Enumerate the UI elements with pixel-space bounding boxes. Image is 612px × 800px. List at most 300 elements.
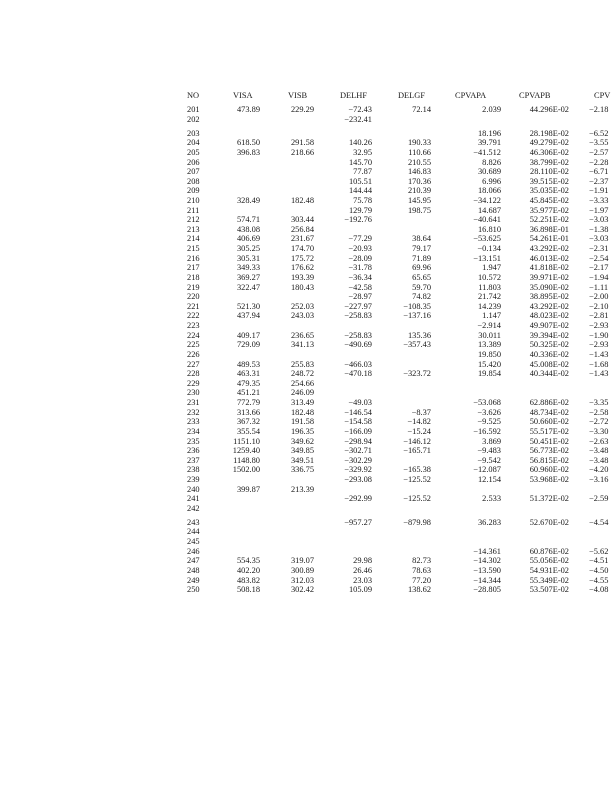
cell-visb: 182.48: [290, 407, 314, 417]
cell-visa: 473.89: [236, 105, 260, 114]
cell-visa: 618.50: [236, 138, 260, 148]
cell-no: 239: [187, 474, 200, 484]
table-row: [0, 340, 612, 350]
cell-delhf: −227.97: [344, 301, 372, 311]
cell-delhf: −466.03: [344, 359, 372, 369]
cell-visb: 291.58: [290, 138, 314, 148]
cell-delhf: −72.43: [348, 105, 372, 114]
cell-no: 217: [187, 263, 200, 273]
cell-delgf: 78.63: [412, 565, 431, 575]
cell-visb: 213.39: [290, 484, 314, 494]
cell-cpvapa: −34.122: [473, 196, 501, 205]
cell-delhf: −42.58: [348, 282, 372, 292]
cell-no: 229: [187, 378, 200, 388]
cell-delhf: 129.79: [348, 205, 372, 215]
cell-delgf: −14.82: [407, 417, 431, 427]
table-row: [0, 350, 612, 360]
cell-cpv: −2.58: [589, 407, 609, 417]
cell-cpv: −1.90: [589, 330, 609, 340]
header-delgf: DELGF: [398, 91, 425, 100]
cell-delhf: −146.54: [344, 407, 372, 417]
cell-delgf: 65.65: [412, 272, 431, 282]
cell-no: 250: [187, 585, 200, 595]
cell-cpvapb: 53.968E-02: [529, 474, 569, 484]
cell-visb: 254.66: [290, 378, 314, 388]
cell-cpv: −3.03: [589, 215, 609, 225]
cell-delhf: −28.97: [348, 292, 372, 302]
table-row: [0, 417, 612, 427]
table-row: [0, 105, 612, 115]
cell-visb: 175.72: [290, 253, 314, 263]
cell-delgf: −15.24: [407, 426, 431, 436]
cell-visa: 1148.80: [233, 455, 260, 465]
cell-delhf: −28.09: [348, 253, 372, 263]
cell-no: 233: [187, 417, 200, 427]
cell-no: 213: [187, 224, 200, 234]
cell-no: 230: [187, 388, 200, 398]
cell-no: 202: [187, 114, 200, 124]
cell-cpvapb: 40.336E-02: [529, 349, 569, 359]
cell-cpvapa: 10.572: [477, 272, 501, 282]
cell-cpv: −3.30: [589, 426, 609, 436]
cell-cpv: −1.94: [589, 272, 609, 282]
cell-cpvapa: 6.996: [482, 176, 501, 186]
cell-cpvapa: 30.011: [478, 330, 501, 340]
cell-cpvapb: 60.960E-02: [529, 465, 569, 475]
cell-cpvapa: −3.626: [477, 407, 501, 417]
cell-delgf: 135.36: [407, 330, 431, 340]
cell-cpv: −1.91: [589, 186, 609, 196]
cell-no: 228: [187, 369, 200, 379]
table-row: [0, 167, 612, 177]
cell-cpvapb: 43.292E-02: [529, 301, 569, 311]
cell-cpvapa: −13.151: [473, 253, 501, 263]
cell-no: 219: [187, 282, 200, 292]
table-row: [0, 485, 612, 495]
cell-visa: 313.66: [236, 407, 260, 417]
cell-visb: 300.89: [290, 565, 314, 575]
cell-cpvapa: 3.869: [482, 436, 501, 446]
table-row: [0, 177, 612, 187]
cell-delhf: 105.51: [348, 176, 372, 186]
cell-no: 204: [187, 138, 200, 148]
table-row: [0, 556, 612, 566]
cell-cpvapb: 38.799E-02: [529, 157, 569, 167]
cell-visb: 176.62: [290, 263, 314, 273]
cell-no: 245: [187, 537, 200, 546]
cell-visa: 355.54: [236, 426, 260, 436]
cell-no: 218: [187, 272, 200, 282]
cell-cpvapb: 39.515E-02: [529, 176, 569, 186]
cell-cpvapa: −9.483: [477, 446, 501, 456]
cell-delhf: 140.26: [348, 138, 372, 148]
cell-cpv: −3.48: [589, 455, 609, 465]
cell-no: 234: [187, 426, 200, 436]
cell-visb: 303.44: [290, 215, 314, 225]
cell-no: 222: [187, 311, 200, 321]
cell-no: 214: [187, 234, 200, 244]
cell-visa: 406.69: [236, 234, 260, 244]
cell-delhf: −258.83: [344, 311, 372, 321]
cell-no: 231: [187, 398, 200, 407]
cell-cpvapa: −16.592: [473, 426, 501, 436]
cell-cpvapb: 49.279E-02: [529, 138, 569, 148]
cell-visb: 246.09: [290, 388, 314, 398]
cell-delhf: 26.46: [353, 565, 372, 575]
cell-cpv: −2.00: [589, 292, 609, 302]
cell-cpvapb: 60.876E-02: [529, 546, 569, 556]
cell-cpvapb: 53.507E-02: [529, 585, 569, 595]
table-header-row: [0, 91, 612, 101]
cell-cpvapa: 36.283: [477, 517, 501, 527]
cell-visa: 437.94: [236, 311, 260, 321]
cell-cpvapa: −0.134: [477, 244, 501, 254]
cell-no: 236: [187, 446, 200, 456]
cell-visa: 508.18: [236, 585, 260, 595]
cell-cpvapb: 39.394E-02: [529, 330, 569, 340]
cell-cpvapa: 18.066: [477, 186, 501, 196]
cell-delhf: 77.87: [353, 167, 372, 177]
cell-cpvapb: 56.773E-02: [529, 446, 569, 456]
cell-cpvapa: −40.641: [473, 215, 501, 225]
cell-delhf: −154.58: [344, 417, 372, 427]
cell-no: 240: [187, 484, 200, 494]
table-row: [0, 408, 612, 418]
cell-cpvapb: 52.251E-02: [529, 215, 569, 225]
cell-delhf: −36.34: [348, 272, 372, 282]
cell-visb: 255.83: [290, 359, 314, 369]
table-row: [0, 115, 612, 125]
cell-cpv: −3.03: [589, 234, 609, 244]
table-row: [0, 215, 612, 225]
table-row: [0, 537, 612, 547]
cell-cpv: −6.71: [589, 167, 609, 177]
cell-no: 237: [187, 455, 200, 465]
cell-no: 238: [187, 465, 200, 475]
cell-visb: 193.39: [290, 272, 314, 282]
cell-cpv: −3.33: [589, 196, 609, 205]
cell-cpv: −2.18: [589, 105, 609, 114]
cell-delhf: −292.99: [344, 494, 372, 504]
cell-delhf: 32.95: [353, 147, 372, 157]
cell-visa: 574.71: [236, 215, 260, 225]
cell-visa: 322.47: [236, 282, 260, 292]
table-row: [0, 225, 612, 235]
cell-cpv: −4.08: [589, 585, 609, 595]
cell-visb: 349.85: [290, 446, 314, 456]
cell-cpv: −2.59: [589, 494, 609, 504]
table-row: [0, 585, 612, 595]
cell-cpvapa: 21.742: [477, 292, 501, 302]
cell-delhf: 29.98: [353, 556, 372, 566]
cell-cpv: −1.68: [589, 359, 609, 369]
table-row: [0, 129, 612, 139]
cell-cpvapb: 36.898E-01: [529, 224, 569, 234]
cell-visb: 248.72: [290, 369, 314, 379]
cell-cpv: −2.28: [589, 157, 609, 167]
cell-delhf: −77.29: [348, 234, 372, 244]
cell-delgf: −125.52: [403, 494, 431, 504]
cell-cpvapb: 43.292E-02: [529, 244, 569, 254]
cell-delhf: −232.41: [344, 114, 372, 124]
cell-cpv: −3.16: [589, 474, 609, 484]
table-row: [0, 475, 612, 485]
cell-delgf: −137.16: [403, 311, 431, 321]
cell-cpvapa: 15.420: [477, 359, 501, 369]
cell-no: 206: [187, 157, 200, 167]
cell-cpvapb: 48.734E-02: [529, 407, 569, 417]
cell-delgf: 145.95: [407, 196, 431, 205]
cell-visa: 399.87: [236, 484, 260, 494]
cell-delgf: 79.17: [412, 244, 431, 254]
cell-visb: 236.65: [290, 330, 314, 340]
cell-cpvapa: 16.810: [477, 224, 501, 234]
cell-cpvapb: 45.008E-02: [529, 359, 569, 369]
cell-cpvapa: −2.914: [477, 321, 501, 330]
cell-cpvapb: 48.023E-02: [529, 311, 569, 321]
cell-delgf: 38.64: [412, 234, 431, 244]
cell-no: 244: [187, 527, 200, 537]
cell-delgf: −165.71: [403, 446, 431, 456]
cell-cpvapb: 39.971E-02: [529, 272, 569, 282]
table-row: [0, 398, 612, 408]
cell-delgf: −8.37: [411, 407, 431, 417]
cell-cpvapb: 49.907E-02: [529, 321, 569, 330]
cell-no: 205: [187, 147, 200, 157]
cell-cpv: −4.51: [589, 556, 609, 566]
cell-cpv: −1.38: [589, 224, 609, 234]
table-row: [0, 379, 612, 389]
table-row: [0, 331, 612, 341]
cell-delgf: 190.33: [407, 138, 431, 148]
cell-cpvapb: 45.845E-02: [529, 196, 569, 205]
cell-cpv: −3.48: [589, 446, 609, 456]
cell-no: 247: [187, 556, 200, 566]
cell-visa: 521.30: [236, 301, 260, 311]
cell-cpvapb: 54.261E-01: [529, 234, 569, 244]
cell-visb: 231.67: [290, 234, 314, 244]
cell-visa: 1259.40: [232, 446, 260, 456]
cell-visa: 438.08: [236, 224, 260, 234]
table-row: [0, 527, 612, 537]
cell-delhf: −20.93: [348, 244, 372, 254]
cell-cpv: −4.50: [589, 565, 609, 575]
cell-delgf: −125.52: [403, 474, 431, 484]
cell-visb: 174.70: [290, 244, 314, 254]
cell-cpvapb: 56.815E-02: [529, 455, 569, 465]
cell-delhf: −258.83: [344, 330, 372, 340]
cell-cpv: −4.54: [589, 517, 609, 527]
cell-delhf: −957.27: [344, 517, 372, 527]
cell-cpv: −2.63: [589, 436, 609, 446]
cell-visa: 305.31: [236, 253, 260, 263]
cell-no: 241: [187, 494, 200, 504]
cell-delhf: 105.09: [348, 585, 372, 595]
cell-cpvapb: 35.090E-02: [529, 282, 569, 292]
cell-visa: 349.33: [236, 263, 260, 273]
cell-no: 248: [187, 565, 200, 575]
cell-delgf: −146.12: [403, 436, 431, 446]
cell-visb: 180.43: [290, 282, 314, 292]
cell-cpvapa: 14.239: [477, 301, 501, 311]
cell-cpvapa: 19.850: [477, 349, 501, 359]
cell-cpvapb: 46.013E-02: [529, 253, 569, 263]
cell-cpvapb: 28.198E-02: [529, 128, 569, 138]
cell-cpv: −1.97: [589, 205, 609, 215]
cell-delgf: 59.70: [412, 282, 431, 292]
table-row: [0, 456, 612, 466]
header-visa: VISA: [233, 91, 253, 100]
table-row: [0, 360, 612, 370]
table-row: [0, 504, 612, 514]
cell-visb: 313.49: [290, 398, 314, 407]
header-no: NO: [187, 91, 200, 100]
cell-visa: 328.49: [236, 196, 260, 205]
header-visb: VISB: [288, 91, 308, 100]
cell-no: 215: [187, 244, 200, 254]
cell-delgf: −879.98: [403, 517, 431, 527]
cell-delgf: −323.72: [403, 369, 431, 379]
cell-visb: 341.13: [290, 340, 314, 350]
cell-no: 209: [187, 186, 200, 196]
cell-cpvapb: 40.344E-02: [529, 369, 569, 379]
table-row: [0, 263, 612, 273]
cell-visa: 479.35: [236, 378, 260, 388]
cell-delhf: −31.78: [348, 263, 372, 273]
cell-cpvapb: 50.451E-02: [529, 436, 569, 446]
cell-cpvapa: 1.147: [482, 311, 501, 321]
cell-delhf: 144.44: [348, 186, 372, 196]
cell-visa: 305.25: [236, 244, 260, 254]
table-row: [0, 494, 612, 504]
table-row: [0, 437, 612, 447]
cell-cpvapa: 11.803: [478, 282, 501, 292]
table-row: [0, 158, 612, 168]
cell-visa: 402.20: [236, 565, 260, 575]
cell-cpv: −2.57: [589, 147, 609, 157]
cell-cpvapb: 44.296E-02: [529, 105, 569, 114]
table-row: [0, 388, 612, 398]
cell-visa: 463.31: [236, 369, 260, 379]
cell-cpvapb: 35.035E-02: [529, 186, 569, 196]
cell-delhf: −293.08: [344, 474, 372, 484]
cell-no: 246: [187, 546, 200, 556]
cell-delgf: 146.83: [407, 167, 431, 177]
cell-cpv: −3.55: [589, 138, 609, 148]
cell-visb: 336.75: [290, 465, 314, 475]
table-row: [0, 576, 612, 586]
cell-visb: 312.03: [290, 575, 314, 585]
cell-delgf: 71.89: [412, 253, 431, 263]
cell-delhf: −192.76: [344, 215, 372, 225]
cell-delgf: 138.62: [407, 585, 431, 595]
table-row: [0, 446, 612, 456]
cell-cpvapa: 2.039: [482, 105, 501, 114]
cell-cpvapb: 50.325E-02: [529, 340, 569, 350]
cell-delgf: 69.96: [412, 263, 431, 273]
cell-visa: 483.82: [236, 575, 260, 585]
cell-delgf: 210.39: [407, 186, 431, 196]
cell-visa: 396.83: [236, 147, 260, 157]
cell-no: 211: [187, 205, 200, 215]
cell-no: 225: [187, 340, 200, 350]
cell-no: 208: [187, 176, 200, 186]
cell-cpvapb: 35.977E-02: [529, 205, 569, 215]
cell-cpv: −5.62: [589, 546, 609, 556]
header-delhf: DELHF: [340, 91, 367, 100]
cell-cpvapb: 54.931E-02: [529, 565, 569, 575]
cell-visa: 369.27: [236, 272, 260, 282]
cell-visb: 319.07: [290, 556, 314, 566]
table-row: [0, 292, 612, 302]
cell-cpvapb: 55.517E-02: [529, 426, 569, 436]
table-row: [0, 427, 612, 437]
cell-delhf: −298.94: [344, 436, 372, 446]
cell-cpv: −4.55: [589, 575, 609, 585]
cell-visa: 367.32: [236, 417, 260, 427]
cell-cpvapa: −13.590: [473, 565, 501, 575]
cell-cpvapb: 28.110E-02: [530, 167, 569, 177]
header-cpv: CPV: [594, 91, 611, 100]
cell-no: 249: [187, 575, 200, 585]
cell-cpvapa: −53.625: [473, 234, 501, 244]
cell-cpvapa: 1.947: [482, 263, 501, 273]
cell-visa: 729.09: [236, 340, 260, 350]
cell-visb: 252.03: [290, 301, 314, 311]
cell-no: 220: [187, 292, 200, 302]
cell-no: 203: [187, 128, 200, 138]
cell-no: 232: [187, 407, 200, 417]
cell-cpv: −2.81: [589, 311, 609, 321]
cell-visa: 1502.00: [232, 465, 260, 475]
cell-delgf: 110.66: [408, 147, 431, 157]
cell-cpvapa: 12.154: [477, 474, 501, 484]
cell-cpv: −3.35: [589, 398, 609, 407]
table-row: [0, 566, 612, 576]
cell-cpv: −6.52: [589, 128, 609, 138]
cell-no: 221: [187, 301, 200, 311]
cell-visa: 489.53: [236, 359, 260, 369]
table-row: [0, 148, 612, 158]
table-row: [0, 321, 612, 331]
cell-cpvapa: 19.854: [477, 369, 501, 379]
cell-cpv: −2.37: [589, 176, 609, 186]
cell-cpvapa: 39.791: [477, 138, 501, 148]
cell-cpvapa: −14.302: [473, 556, 501, 566]
cell-cpvapa: −28.805: [473, 585, 501, 595]
cell-cpvapa: 8.826: [482, 157, 501, 167]
table-row: [0, 244, 612, 254]
cell-visb: 229.29: [290, 105, 314, 114]
table-row: [0, 234, 612, 244]
cell-cpvapa: −53.068: [473, 398, 501, 407]
cell-no: 201: [187, 105, 200, 114]
cell-cpvapa: −14.361: [473, 546, 501, 556]
cell-cpvapa: −9.542: [477, 455, 501, 465]
cell-delgf: 210.55: [407, 157, 431, 167]
cell-cpv: −2.31: [589, 244, 609, 254]
cell-no: 227: [187, 359, 200, 369]
cell-cpv: −1.43: [589, 369, 609, 379]
cell-cpv: −2.10: [589, 301, 609, 311]
cell-visb: 256.84: [290, 224, 314, 234]
header-cpvapb: CPVAPB: [519, 91, 551, 100]
cell-cpvapb: 52.670E-02: [529, 517, 569, 527]
cell-visa: 554.35: [236, 556, 260, 566]
cell-cpv: −1.43: [589, 349, 609, 359]
cell-cpv: −2.72: [589, 417, 609, 427]
cell-cpvapa: 13.389: [477, 340, 501, 350]
